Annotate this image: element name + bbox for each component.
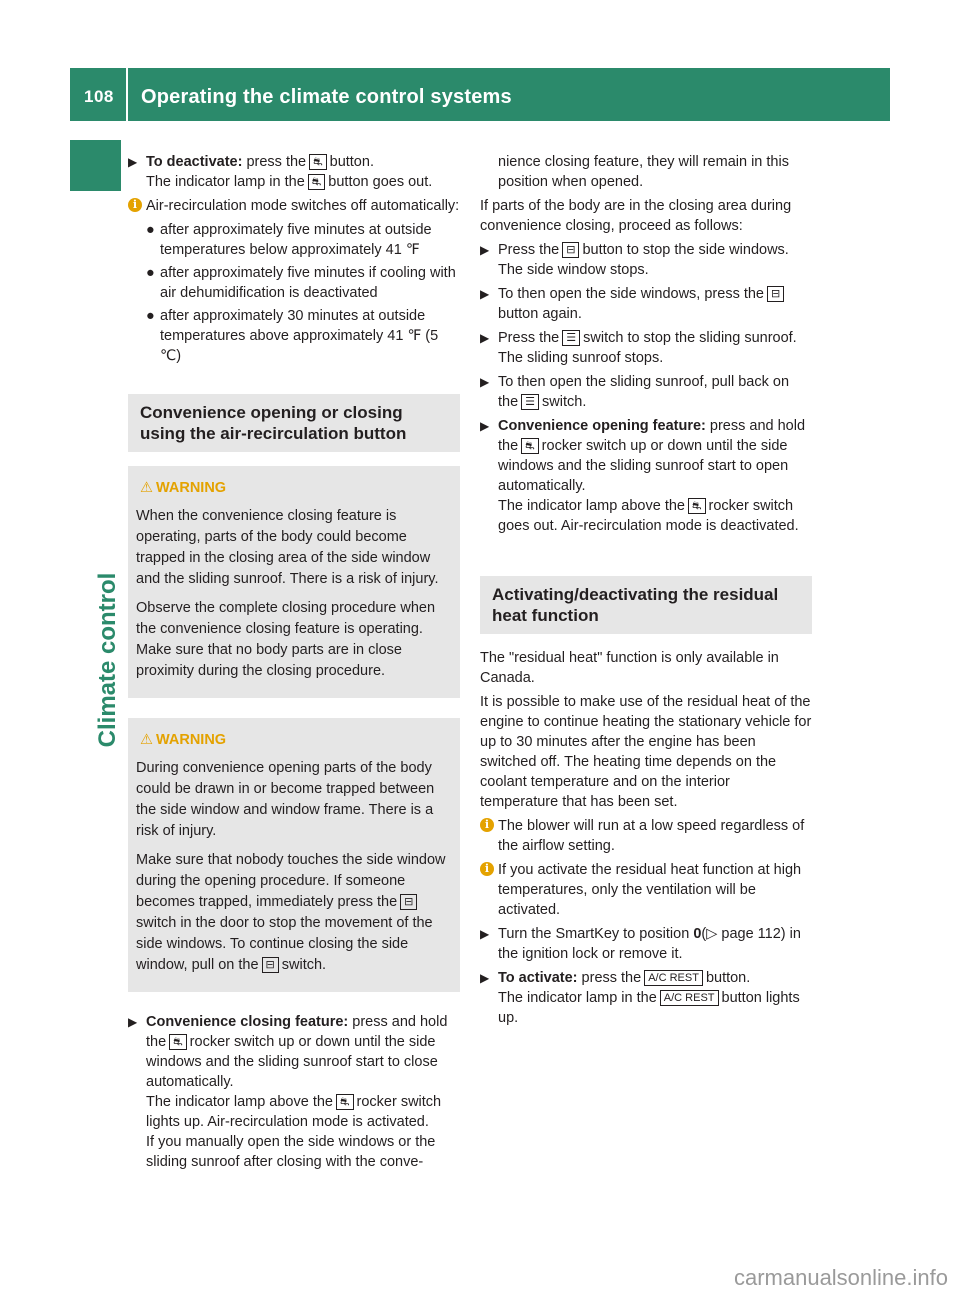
step [480, 924, 812, 964]
page-number: 108 [84, 87, 114, 106]
car-recirculation-icon: ⛐ [521, 438, 539, 454]
warning-text: Make sure that nobody touches the side window during the opening procedure. If someone becomes trapped, immediately press the [136, 852, 446, 910]
ignition-position: 0 [693, 926, 702, 942]
step-label: Convenience closing feature: [146, 1014, 349, 1030]
deactivate-step [128, 152, 460, 192]
car-recirculation-icon: ⛐ [309, 154, 327, 170]
step-text: button lights up. [498, 990, 800, 1026]
watermark: carmanualsonline.info [733, 1265, 948, 1290]
section-title: Operating the climate control systems [141, 86, 512, 108]
info-icon: i [480, 862, 494, 876]
section-heading: Activating/deactivating the residual heat function [480, 576, 812, 634]
step-arrow-icon: ▶ [480, 243, 490, 257]
right-column [480, 152, 812, 1032]
info-icon: i [128, 198, 142, 212]
warning-paragraph: During convenience opening parts of the body could be drawn in or become trapped between the side window and window frame. There is a risk of injury. [136, 760, 435, 839]
activate-step [480, 968, 812, 1028]
step-text: button. [705, 970, 751, 986]
section-heading: Convenience opening or closing using the air-recirculation button [128, 394, 460, 452]
step-text: The indicator lamp above the [498, 498, 685, 514]
step-arrow-icon: ▶ [128, 155, 138, 169]
paragraph: If parts of the body are in the closing area during convenience closing, proceed as follows: [480, 198, 792, 234]
step-text: To then open the sliding sunroof, pull back on the [498, 374, 790, 410]
step [480, 372, 812, 412]
step [480, 328, 812, 368]
side-chapter-label: Climate control [94, 572, 121, 748]
side-window-icon: ⊟ [562, 242, 579, 258]
header-divider [126, 68, 128, 121]
step-text: rocker switch lights up. Air-recirculation mode is activated. [146, 1094, 442, 1130]
step-label: To activate: [498, 970, 578, 986]
warning-paragraph: When the convenience closing feature is operating, parts of the body could become trapped in the closing area of the side window and the sliding sunroof. There is a risk of injury. [136, 508, 439, 587]
info-note [480, 816, 812, 856]
step-text: Press the [498, 242, 560, 258]
step-text: press the [246, 154, 307, 170]
paragraph: nience closing feature, they will remain in this position when opened. [498, 154, 789, 190]
car-recirculation-icon: ⛐ [336, 1094, 354, 1110]
step-text: press and hold the [146, 1014, 448, 1050]
step-text: in the ignition lock or remove it. [498, 926, 801, 962]
step-text: button again. [498, 306, 582, 322]
sunroof-icon: ☰ [521, 394, 539, 410]
warning-title [140, 478, 450, 498]
step-text: switch. [542, 394, 587, 410]
list-item-text: after approximately five minutes if cooling with air dehumidification is deactivated [160, 265, 456, 301]
info-icon: i [480, 818, 494, 832]
warning-box [128, 718, 460, 992]
paragraph: The "residual heat" function is only available in Canada. [480, 650, 779, 686]
step-text: Press the [498, 330, 560, 346]
page-reference-link[interactable]: (▷ page 112) [701, 926, 786, 942]
list-item [146, 263, 460, 303]
closing-step [128, 1012, 460, 1172]
list-item [146, 306, 460, 366]
rest-button-icon: A/C REST [660, 990, 719, 1006]
bullet-icon: ● [146, 265, 155, 281]
step-arrow-icon: ▶ [480, 287, 490, 301]
side-tab-marker [70, 140, 121, 191]
left-column [128, 152, 460, 1176]
car-recirculation-icon: ⛐ [169, 1034, 187, 1050]
list-item-text: after approximately 30 minutes at outside temperatures above approximately 41 ℉ (5 ℃) [160, 308, 439, 364]
step-text: rocker switch up or down until the side windows and the sliding sunroof start to close automatically. [146, 1034, 438, 1090]
paragraph: It is possible to make use of the residual heat of the engine to continue heating the stationary vehicle for up to 30 minutes after the engine has been switched off. The heating time depends on the coolant temperature and on the interior temperature that has been set. [480, 694, 812, 810]
step-text: The indicator lamp above the [146, 1094, 333, 1110]
step-text: button. [329, 154, 374, 170]
warning-paragraph: Observe the complete closing procedure when the convenience closing feature is operating. Make sure that no body parts are in close proximity during the closing procedure. [136, 600, 436, 679]
info-note [480, 860, 812, 920]
step-text: If you manually open the side windows or the sliding sunroof after closing with the conve- [146, 1134, 436, 1170]
step-text: switch to stop the sliding sunroof. [583, 330, 797, 346]
step-text: rocker switch up or down until the side windows and the sliding sunroof start to open automatically. [498, 438, 789, 494]
step-text: The side window stops. [498, 262, 649, 278]
bullet-icon: ● [146, 308, 155, 324]
info-text: If you activate the residual heat function at high temperatures, only the ventilation will be activated. [498, 862, 802, 918]
car-recirculation-icon: ⛐ [308, 174, 326, 190]
step-arrow-icon: ▶ [480, 375, 490, 389]
step-label: To deactivate: [146, 154, 243, 170]
list-item-text: after approximately five minutes at outside temperatures below approximately 41 ℉ [160, 222, 432, 258]
step-text: Turn the SmartKey to position [498, 926, 690, 942]
bullet-icon: ● [146, 222, 155, 238]
warning-triangle-icon: ⚠ [140, 480, 153, 496]
step-arrow-icon: ▶ [480, 927, 490, 941]
step-text: button goes out. [328, 174, 433, 190]
side-window-icon: ⊟ [400, 894, 417, 910]
sunroof-icon: ☰ [562, 330, 580, 346]
step-text: rocker switch goes out. Air-recirculation mode is deactivated. [498, 498, 799, 534]
info-text: Air-recirculation mode switches off automatically: [146, 198, 460, 214]
side-window-icon: ⊟ [262, 957, 279, 973]
step-arrow-icon: ▶ [128, 1015, 138, 1029]
warning-triangle-icon: ⚠ [140, 732, 153, 748]
info-text: The blower will run at a low speed regardless of the airflow setting. [498, 818, 805, 854]
step-text: press the [581, 970, 642, 986]
warning-text: switch in the door to stop the movement of the side windows. To continue closing the side window, pull on the [136, 915, 433, 973]
step-arrow-icon: ▶ [480, 419, 490, 433]
step-arrow-icon: ▶ [480, 331, 490, 345]
step-text: The sliding sunroof stops. [498, 350, 664, 366]
step-text: The indicator lamp in the [146, 174, 305, 190]
step-label: Convenience opening feature: [498, 418, 706, 434]
warning-title [140, 730, 450, 750]
list-item [146, 220, 460, 260]
opening-step [480, 416, 812, 536]
info-note [128, 196, 460, 216]
warning-text: switch. [281, 957, 327, 973]
step-text: press and hold the [498, 418, 806, 454]
step [480, 284, 812, 324]
car-recirculation-icon: ⛐ [688, 498, 706, 514]
step [480, 240, 812, 280]
warning-paragraph [136, 850, 450, 976]
step-arrow-icon: ▶ [480, 971, 490, 985]
warning-box [128, 466, 460, 698]
step-text: button to stop the side windows. [582, 242, 789, 258]
warning-title-text: WARNING [156, 480, 227, 496]
side-window-icon: ⊟ [767, 286, 784, 302]
step-text: To then open the side windows, press the [498, 286, 764, 302]
step-text: The indicator lamp in the [498, 990, 657, 1006]
warning-title-text: WARNING [156, 732, 227, 748]
rest-button-icon: A/C REST [644, 970, 703, 986]
